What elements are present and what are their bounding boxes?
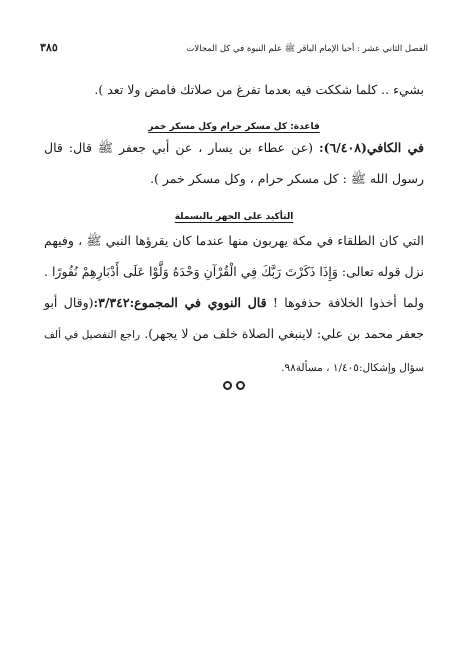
section-1-paragraph [44,132,424,194]
section-2-source: قال النووي في المجموع:٣/٣٤٢: [93,295,267,310]
section-1-source: في الكافي(٦/٤٠٨): [318,140,424,155]
section-1-text: (عن عطاء بن يسار ، عن أبي جعفر ﷺ قال: قال رسول الله ﷺ : كل مسكر حرام ، وكل مسكر خمر ). [44,140,424,186]
paragraph-1-text: بشيء .. كلما شككت فيه بعدما تفرغ من صلاتك فامض ولا تعد ). [94,82,424,97]
section-2-text-1: التي كان الطلقاء في مكة يهربون منها عندما كان يقرؤها النبي ﷺ ، وفيهم نزل قوله تعالى: وَإِذَا ذَكَرْتَ رَبَّكَ فِي الْقُرْآنِ وَحْدَهُ وَلَّوْا عَلَى أَدْبَارِهِمْ نُفُورًا . ولما أخذوا الخلافة حذفوها ! [44,233,424,310]
ornament-circle-icon [236,381,245,390]
section-2-heading-text: التأكيد على الجهر بالبسملة [174,212,294,222]
running-title: الفصل الثاني عشر : أحيا الإمام الباقر ﷺ علم النبوة في كل المجالات [186,44,428,54]
section-1-heading-text: قاعدة: كل مسكر حرام وكل مسكر خمر [148,122,320,132]
section-1-heading [44,122,424,132]
page-number: ٣٨٥ [40,41,58,54]
page-header [40,41,428,57]
section-2-text-2: (وقال أبو جعفر محمد بن علي: لاينبغي الصلاة خلف من لا يجهر). [44,295,424,341]
section-2-paragraph [44,225,424,384]
ornament-circle-icon [223,381,232,390]
paragraph-1 [44,74,424,105]
section-2-heading [44,212,424,222]
section-end-ornament [0,379,468,394]
section-2-reference: راجع التفصيل في ألف سؤال وإشكال:١/٤٠٥ ، مسألة٩٨. [44,329,424,374]
